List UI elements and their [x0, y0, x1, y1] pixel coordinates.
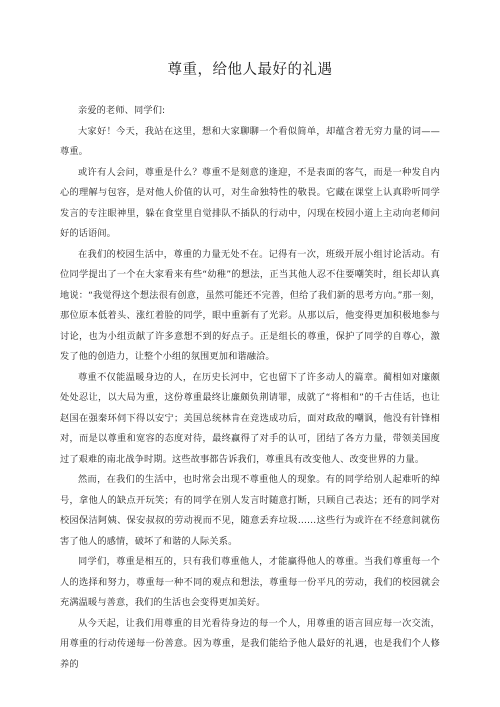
paragraph-7: 从今天起，让我们用尊重的目光看待身边的每一个人，用尊重的语言回应每一次交流，用尊重的行动传递每一份善意。因为尊重，是我们能给予他人最好的礼遇，也是我们个人修养的: [60, 617, 440, 670]
paragraph-1: 大家好！今天，我站在这里，想和大家聊聊一个看似简单，却蕴含着无穷力量的词——尊重。: [60, 125, 440, 157]
paragraph-5: 然而，在我们的生活中，也时常会出现不尊重他人的现象。有的同学给别人起难听的绰号，拿他人的缺点开玩笑；有的同学在别人发言时随意打断，只顾自己表达；还有的同学对校园保洁阿姨、保安叔叔的劳动视而不见，随意丢弃垃圾……这些行为或许在不经意间就伤害了他人的感情，破坏了和谐的人际关系。: [60, 474, 440, 547]
paragraph-3: 在我们的校园生活中，尊重的力量无处不在。记得有一次，班级开展小组讨论活动。有位同学提出了一个在大家看来有些“幼稚”的想法，正当其他人忍不住要嘲笑时，组长却认真地说：“我觉得这个想法很有创意，虽然可能还不完善，但给了我们新的思考方向。”那一刻，那位原本低着头、涨红着脸的同学，眼中重新有了光彩。从那以后，他变得更加积极地参与讨论，也为小组贡献了许多意想不到的好点子。正是组长的尊重，保护了同学的自尊心，激发了他的创造力，让整个小组的氛围更加和谐融洽。: [60, 248, 440, 362]
document-title: 尊重，给他人最好的礼遇: [167, 62, 333, 78]
paragraph-6: 同学们，尊重是相互的，只有我们尊重他人，才能赢得他人的尊重。当我们尊重每一个人的选择和努力，尊重每一种不同的观点和想法，尊重每一份平凡的劳动，我们的校园就会充满温暖与善意，我们的生活也会变得更加美好。: [60, 556, 440, 608]
salutation: 亲爱的老师、同学们:: [78, 105, 166, 116]
paragraph-2: 或许有人会问，尊重是什么？尊重不是刻意的逢迎，不是表面的客气，而是一种发自内心的理解与包容，是对他人价值的认可，对生命独特性的敬畏。它藏在课堂上认真聆听同学发言的专注眼神里，躲在食堂里自觉排队不插队的行动中，闪现在校园小道上主动向老师问好的话语间。: [60, 166, 440, 239]
document-body: [60, 101, 440, 675]
paragraph-4: 尊重不仅能温暖身边的人，在历史长河中，它也留下了许多动人的篇章。蔺相如对廉颇处处忍让，以大局为重，这份尊重最终让廉颇负荆请罪，成就了“将相和”的千古佳话，也让赵国在强秦环伺下得以安宁；美国总统林肯在竞选成功后，面对政敌的嘲讽，他没有针锋相对，而是以尊重和宽容的态度对待，最终赢得了对手的认可，团结了各方力量，带领美国度过了艰难的南北战争时期。这些故事都告诉我们，尊重具有改变他人、改变世界的力量。: [60, 371, 440, 465]
